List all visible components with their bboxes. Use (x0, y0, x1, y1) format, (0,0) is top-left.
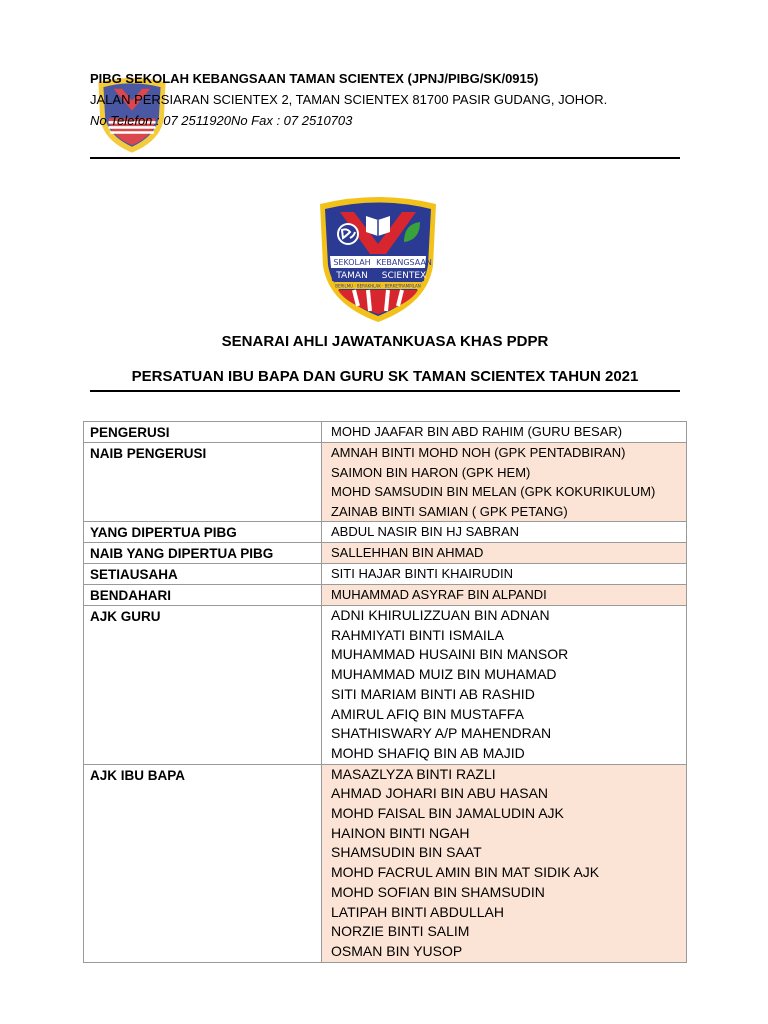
member-name: MOHD SOFIAN BIN SHAMSUDIN (331, 883, 545, 900)
member-name: MOHD JAAFAR BIN ABD RAHIM (GURU BESAR) (331, 424, 623, 439)
member-name: MUHAMMAD ASYRAF BIN ALPANDI (331, 587, 547, 602)
crest-band-left: TAMAN (336, 271, 368, 281)
member-name: MOHD SAMSUDIN BIN MELAN (GPK KOKURIKULUM) (331, 484, 656, 499)
table-row (84, 585, 687, 606)
role-cell: NAIB YANG DIPERTUA PIBG (84, 543, 322, 564)
member-name: LATIPAH BINTI ABDULLAH (331, 903, 504, 920)
role-cell: BENDAHARI (84, 585, 322, 606)
member-name: MUHAMMAD HUSAINI BIN MANSOR (331, 646, 569, 663)
member-name: MOHD SHAFIQ BIN AB MAJID (331, 744, 525, 761)
role-cell: NAIB PENGERUSI (84, 443, 322, 522)
member-name: AMNAH BINTI MOHD NOH (GPK PENTADBIRAN) (331, 445, 626, 460)
member-name: SITI HAJAR BINTI KHAIRUDIN (331, 566, 514, 581)
member-name: MOHD FAISAL BIN JAMALUDIN AJK (331, 805, 564, 822)
members-cell (322, 585, 687, 606)
role-cell: YANG DIPERTUA PIBG (84, 522, 322, 543)
document-title: SENARAI AHLI JAWATANKUASA KHAS PDPR (221, 333, 549, 350)
document-subtitle: PERSATUAN IBU BAPA DAN GURU SK TAMAN SCIENTEX TAHUN 2021 (131, 368, 639, 385)
member-name: ABDUL NASIR BIN HJ SABRAN (331, 524, 520, 539)
role-cell: SETIAUSAHA (84, 564, 322, 585)
crest-motto: BERILMU · BERAKHLAK · BERKETRAMPILAN (335, 283, 421, 289)
member-name: SALLEHHAN BIN AHMAD (331, 545, 484, 560)
member-name: SITI MARIAM BINTI AB RASHID (331, 685, 535, 702)
letterhead-org-name: PIBG SEKOLAH KEBANGSAAN TAMAN SCIENTEX (JPNJ/PIBG/SK/0915) (90, 71, 539, 86)
table-row (84, 764, 687, 962)
members-cell (322, 443, 687, 522)
member-name: SAIMON BIN HARON (GPK HEM) (331, 464, 531, 480)
member-name: MASAZLYZA BINTI RAZLI (331, 765, 496, 782)
member-name: NORZIE BINTI SALIM (331, 923, 470, 940)
member-name: ADNI KHIRULIZZUAN BIN ADNAN (331, 607, 550, 623)
member-name: HAINON BINTI NGAH (331, 824, 470, 841)
member-name: AHMAD JOHARI BIN ABU HASAN (331, 785, 549, 802)
member-name: OSMAN BIN YUSOP (331, 942, 463, 959)
letterhead-address: JALAN PERSIARAN SCIENTEX 2, TAMAN SCIENTEX 81700 PASIR GUDANG, JOHOR. (90, 92, 608, 107)
members-cell (322, 422, 687, 443)
member-name: MOHD FACRUL AMIN BIN MAT SIDIK AJK (331, 864, 600, 881)
member-name: RAHMIYATI BINTI ISMAILA (331, 626, 504, 643)
role-cell: PENGERUSI (84, 422, 322, 443)
letterhead (90, 68, 682, 160)
members-cell (322, 606, 687, 765)
member-name: ZAINAB BINTI SAMIAN ( GPK PETANG) (331, 503, 568, 519)
member-name: AMIRUL AFIQ BIN MUSTAFFA (331, 705, 524, 722)
table-row (84, 543, 687, 564)
role-cell: AJK IBU BAPA (84, 764, 322, 962)
crest-ribbon-right: KEBANGSAAN (376, 258, 432, 267)
members-cell (322, 564, 687, 585)
member-name: SHATHISWARY A/P MAHENDRAN (331, 725, 552, 742)
member-name: MUHAMMAD MUIZ BIN MUHAMAD (331, 666, 557, 683)
table-row (84, 522, 687, 543)
crest-band-right: SCIENTEX (381, 271, 427, 281)
table-row (84, 564, 687, 585)
table-row (84, 422, 687, 443)
role-cell: AJK GURU (84, 606, 322, 765)
school-crest-logo (312, 192, 444, 324)
table-row (84, 443, 687, 522)
members-cell (322, 543, 687, 564)
member-name: SHAMSUDIN BIN SAAT (331, 844, 482, 861)
table-row (84, 606, 687, 765)
header-divider (90, 157, 680, 159)
committee-table (83, 421, 687, 963)
members-cell (322, 522, 687, 543)
title-divider (90, 390, 680, 392)
members-cell (322, 764, 687, 962)
letterhead-contact: No Telefon : 07 2511920No Fax : 07 2510703 (90, 113, 353, 128)
crest-ribbon-left: SEKOLAH (333, 258, 371, 267)
